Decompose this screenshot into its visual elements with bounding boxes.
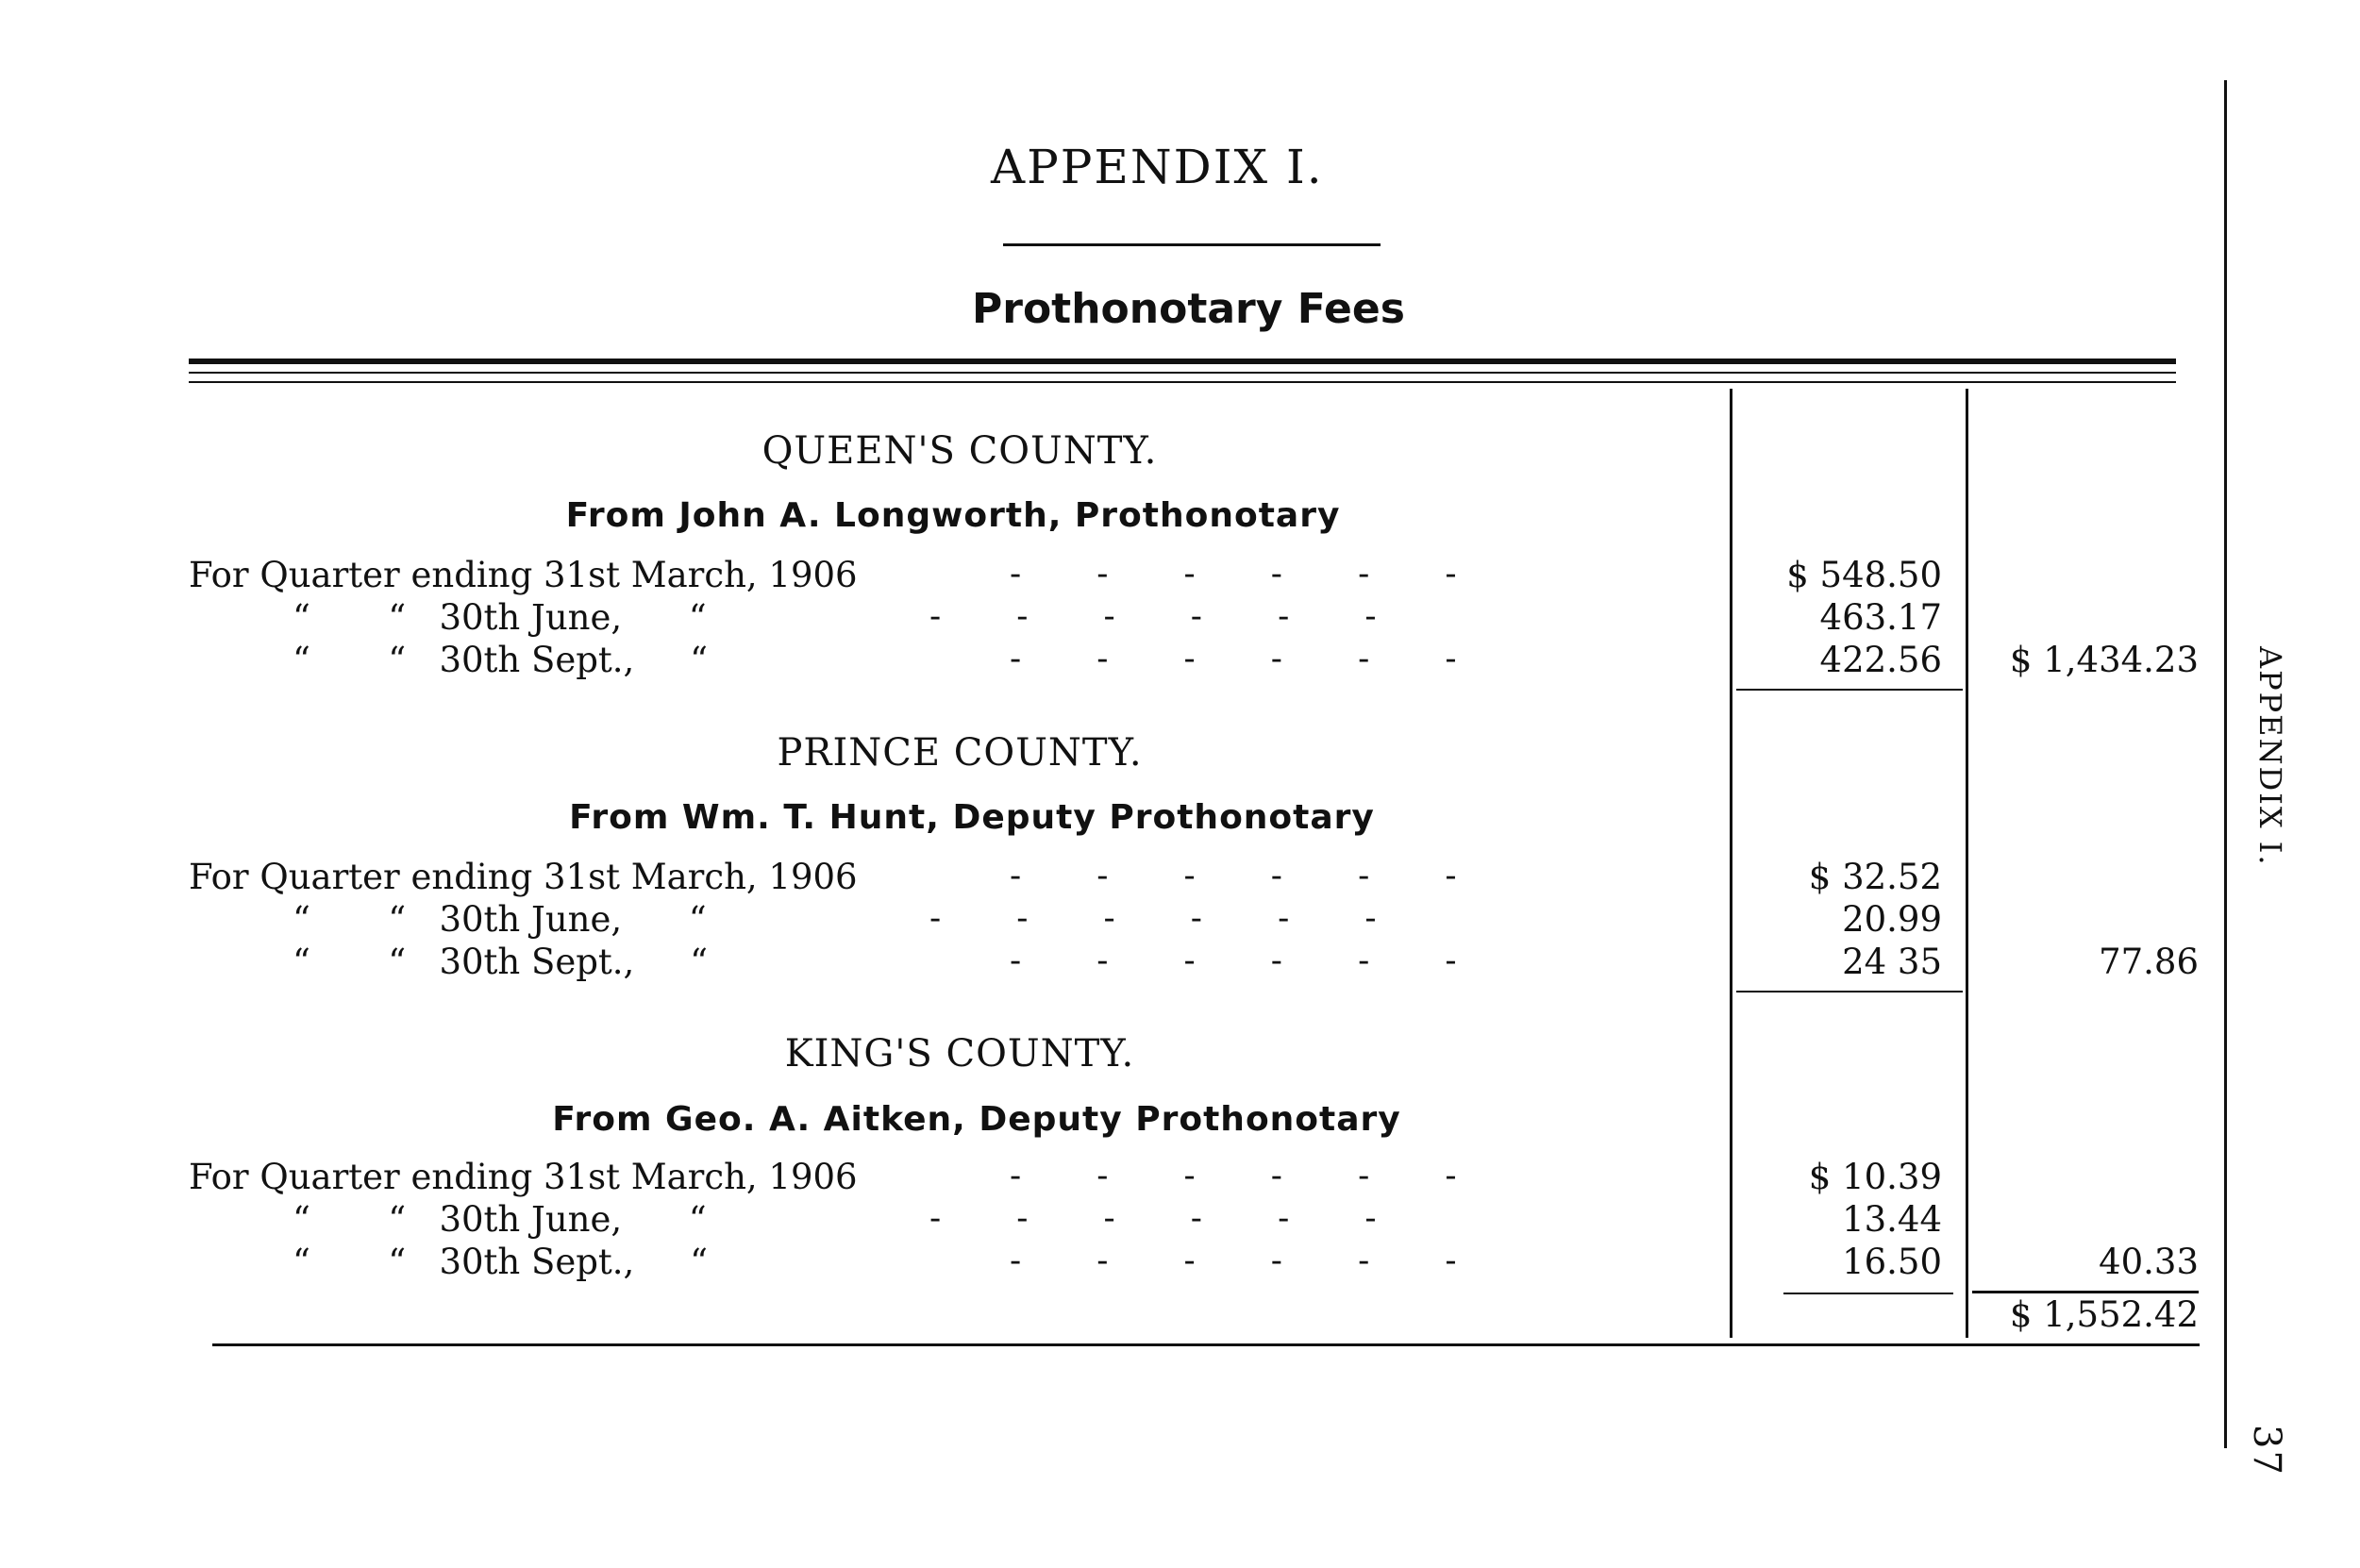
page-number: 37 <box>2245 1425 2288 1476</box>
page-title: APPENDIX I. <box>991 140 1324 194</box>
leader-dots: - - - - - - <box>1010 555 1457 593</box>
quarter-row: For Quarter ending 31st March, 1906 <box>189 857 858 897</box>
amount-cell: $ 10.39 <box>1808 1157 1942 1197</box>
from-line: From Geo. A. Aitken, Deputy Prothonotary <box>552 1100 1401 1139</box>
header-rule-thin-2 <box>189 381 2176 383</box>
section-total: $ 1,434.23 <box>2009 640 2199 680</box>
from-line: From Wm. T. Hunt, Deputy Prothonotary <box>569 798 1375 837</box>
running-head: APPENDIX I. <box>2252 646 2288 867</box>
page-margin-line <box>2224 80 2227 1448</box>
section-subtitle: Prothonotary Fees <box>972 285 1405 333</box>
amount-cell: 24 35 <box>1842 942 1942 982</box>
section-total: 77.86 <box>2099 942 2199 982</box>
subtotal-rule <box>1736 689 1963 691</box>
quarter-row: “ “ 30th Sept., “ <box>293 942 709 982</box>
leader-dots: - - - - - - <box>929 1199 1377 1238</box>
county-heading: KING'S COUNTY. <box>784 1032 1135 1076</box>
amount-cell: 16.50 <box>1842 1242 1942 1282</box>
section-total: 40.33 <box>2099 1242 2199 1282</box>
amount-cell: $ 32.52 <box>1808 857 1942 897</box>
quarter-row: “ “ 30th June, “ <box>293 597 707 638</box>
leader-dots: - - - - - - <box>1010 640 1457 678</box>
quarter-row: For Quarter ending 31st March, 1906 <box>189 1157 858 1197</box>
amount-cell: $ 548.50 <box>1786 555 1942 595</box>
leader-dots: - - - - - - <box>1010 942 1457 980</box>
leader-dots: - - - - - - <box>1010 1242 1457 1280</box>
column-divider-2 <box>1966 389 1968 1338</box>
amount-cell: 463.17 <box>1819 597 1942 638</box>
from-line: From John A. Longworth, Prothonotary <box>565 496 1341 535</box>
subtotal-rule <box>1783 1293 1953 1294</box>
title-underline <box>1003 243 1381 246</box>
county-heading: PRINCE COUNTY. <box>777 731 1143 775</box>
quarter-row: “ “ 30th Sept., “ <box>293 640 709 680</box>
grand-total: $ 1,552.42 <box>2009 1294 2199 1335</box>
footer-rule <box>212 1343 2200 1346</box>
leader-dots: - - - - - - <box>1010 857 1457 895</box>
county-heading: QUEEN'S COUNTY. <box>762 429 1158 473</box>
subtotal-rule <box>1736 991 1963 993</box>
amount-cell: 20.99 <box>1842 899 1942 940</box>
column-divider-1 <box>1730 389 1732 1338</box>
leader-dots: - - - - - - <box>1010 1157 1457 1195</box>
header-rule-thin <box>189 372 2176 374</box>
quarter-row: “ “ 30th June, “ <box>293 1199 707 1240</box>
leader-dots: - - - - - - <box>929 899 1377 938</box>
quarter-row: “ “ 30th June, “ <box>293 899 707 940</box>
leader-dots: - - - - - - <box>929 597 1377 636</box>
amount-cell: 13.44 <box>1842 1199 1942 1240</box>
quarter-row: For Quarter ending 31st March, 1906 <box>189 555 858 595</box>
grand-total-rule <box>1972 1291 2199 1293</box>
header-rule-thick <box>189 359 2176 364</box>
amount-cell: 422.56 <box>1819 640 1942 680</box>
quarter-row: “ “ 30th Sept., “ <box>293 1242 709 1282</box>
